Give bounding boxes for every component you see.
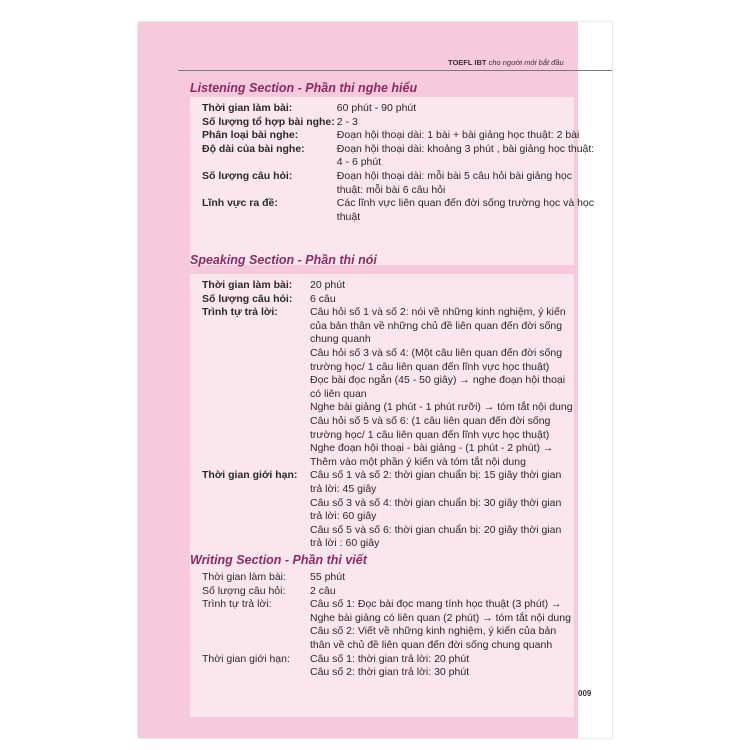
row-label: Lĩnh vực ra đề: [202, 197, 278, 210]
row-label: Thời gian làm bài: [202, 571, 286, 583]
writing-section-title: Writing Section - Phần thi viết [190, 553, 367, 567]
listening-section-title: Listening Section - Phần thi nghe hiểu [190, 81, 418, 95]
table-row [202, 598, 574, 652]
row-label: Phân loại bài nghe: [202, 129, 299, 142]
row-value [308, 469, 574, 551]
row-value: 6 câu [310, 292, 336, 305]
speaking-table [202, 279, 574, 551]
row-value: 60 phút - 90 phút [336, 102, 417, 114]
row-label: Trình tự trả lời: [202, 598, 272, 611]
row-value: Đoạn hội thoại dài: khoảng 3 phút , bài giảng học thuật: 4 - 6 phút [336, 142, 595, 169]
row-value [308, 653, 574, 680]
time-limit-line: Câu số 5 và số 6: thời gian chuẩn bị: 20 giây thời gian trả lời : 60 giây [310, 523, 562, 550]
row-label: Số lượng câu hỏi: [202, 169, 293, 182]
table-row [202, 306, 574, 469]
book-page [138, 22, 612, 738]
running-head-subtitle: cho người mới bắt đầu [488, 58, 564, 67]
table-row [202, 585, 574, 599]
row-value [308, 306, 574, 469]
table-row [202, 197, 601, 224]
table-row [202, 129, 601, 143]
answer-step: Câu hỏi số 5 và số 6: (1 câu liên quan đến đời sống trường học/ 1 câu liên quan đến lĩnh vực học thuật) [310, 414, 551, 441]
table-row [202, 170, 601, 197]
time-limit-line: Câu số 1 và số 2: thời gian chuẩn bị: 15 giây thời gian trả lời: 45 giây [310, 469, 562, 495]
speaking-section-title: Speaking Section - Phần thi nói [190, 253, 377, 267]
running-head-title: TOEFL IBT [448, 58, 487, 67]
table-row [202, 279, 574, 293]
time-limit-line: Câu số 1: thời gian trả lời: 20 phút [310, 652, 470, 665]
row-label: Thời gian làm bài: [202, 102, 293, 114]
row-value: 2 - 3 [336, 115, 358, 128]
table-row [202, 469, 574, 551]
row-value: 20 phút [310, 279, 346, 291]
running-head [448, 58, 564, 67]
table-row [202, 571, 574, 585]
table-row [202, 293, 574, 307]
answer-step: Câu hỏi số 1 và số 2: nói về những kinh nghiệm, ý kiến của bản thân về những chủ đề liên quan đến đời sống chung quanh [310, 306, 566, 346]
table-row [202, 102, 601, 116]
header-rule [178, 70, 612, 71]
answer-step: Câu số 2: Viết về những kinh nghiệm, ý kiến của bản thân về chủ đề liên quan đến đời sống chung quanh [310, 625, 557, 651]
answer-step: Câu số 1: Đọc bài đọc mang tính học thuật (3 phút) → Nghe bài giảng có liên quan (2 phút) → tóm tắt nội dung [310, 598, 571, 624]
row-value [308, 598, 574, 652]
row-label: Số lượng tổ hợp bài nghe: [202, 115, 335, 128]
row-label: Số lượng câu hỏi: [202, 584, 286, 597]
time-limit-line: Câu số 3 và số 4: thời gian chuẩn bị: 30 giây thời gian trả lời: 60 giây [310, 496, 562, 523]
table-row [202, 116, 601, 130]
row-label: Số lượng câu hỏi: [202, 292, 293, 305]
table-row [202, 653, 574, 680]
row-label: Trình tự trả lời: [202, 306, 278, 319]
answer-step: Đọc bài đọc ngắn (45 - 50 giây) → nghe đoạn hội thoại có liên quan [310, 374, 566, 400]
table-row [202, 143, 601, 170]
time-limit-line: Câu số 2: thời gian trả lời: 30 phút [310, 666, 470, 679]
row-value: Đoạn hội thoại dài: mỗi bài 5 câu hỏi bài giảng học thuật: mỗi bài 6 câu hỏi [336, 169, 573, 196]
row-label: Độ dài của bài nghe: [202, 142, 305, 155]
row-value: Các lĩnh vực liên quan đến đời sống trường học và học thuật [336, 197, 595, 223]
page-number: 009 [578, 689, 592, 698]
row-value: Đoạn hội thoại dài: 1 bài + bài giảng học thuật: 2 bài [336, 129, 580, 142]
answer-step: Nghe bài giảng (1 phút - 1 phút rưỡi) → tóm tắt nội dung [310, 401, 573, 414]
row-label: Thời gian làm bài: [202, 279, 293, 291]
listening-table [202, 102, 601, 224]
answer-step: Nghe đoạn hội thoại - bài giảng - (1 phút - 2 phút) → Thêm vào một phần ý kiến và tóm tắt nội dung [310, 442, 554, 468]
answer-step: Câu hỏi số 3 và số 4: (Một câu liên quan đến đời sống trường học/ 1 câu liên quan đến lĩnh vực học thuật) [310, 346, 563, 373]
row-value: 55 phút [310, 571, 346, 583]
row-label: Thời gian giới hạn: [202, 469, 298, 482]
row-value: 2 câu [310, 584, 336, 597]
row-label: Thời gian giới hạn: [202, 652, 290, 665]
writing-table [202, 571, 574, 680]
